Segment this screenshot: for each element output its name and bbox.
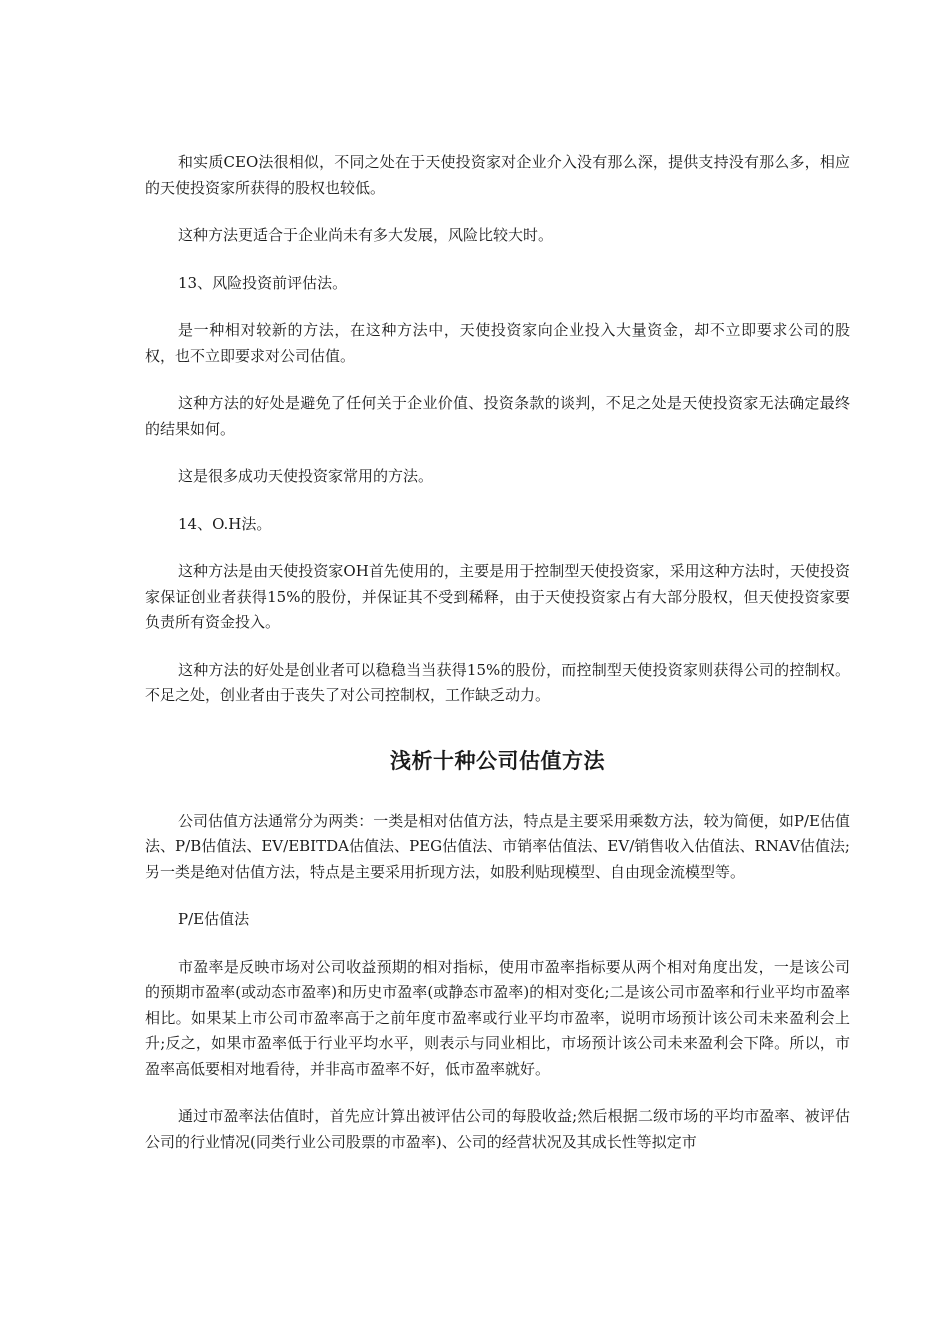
paragraph: 通过市盈率法估值时，首先应计算出被评估公司的每股收益;然后根据二级市场的平均市盈率、被评估公司的行业情况(同类行业公司股票的市盈率)、公司的经营状况及其成长性等拟定市 [145, 1107, 850, 1151]
paragraph: 这种方法是由天使投资家OH首先使用的，主要是用于控制型天使投资家，采用这种方法时，天使投资家保证创业者获得15%的股份，并保证其不受到稀释，由于天使投资家占有大部分股权，但天使投资家要负责所有资金投入。 [145, 562, 850, 631]
section-item-13: 13、风险投资前评估法。 [178, 273, 348, 292]
paragraph: 这种方法更适合于企业尚未有多大发展，风险比较大时。 [178, 226, 554, 244]
paragraph: 公司估值方法通常分为两类：一类是相对估值方法，特点是主要采用乘数方法，较为简便，如P/E估值法、P/B估值法、EV/EBITDA估值法、PEG估值法、市销率估值法、EV/销售收入估值法、RNAV估值法;另一类是绝对估值方法，特点是主要采用折现方法，如股利贴现模型、自由现金流模型等。 [145, 811, 850, 881]
article-heading: 浅析十种公司估值方法 [390, 748, 605, 773]
paragraph: 和实质CEO法很相似，不同之处在于天使投资家对企业介入没有那么深，提供支持没有那么多，相应的天使投资家所获得的股权也较低。 [145, 153, 850, 197]
paragraph: 这是很多成功天使投资家常用的方法。 [178, 467, 434, 485]
document-page [145, 150, 850, 1177]
paragraph: 是一种相对较新的方法，在这种方法中，天使投资家向企业投入大量资金，却不立即要求公司的股权，也不立即要求对公司估值。 [145, 321, 850, 365]
section-item-14: 14、O.H法。 [178, 514, 272, 533]
paragraph: 这种方法的好处是避免了任何关于企业价值、投资条款的谈判，不足之处是天使投资家无法确定最终的结果如何。 [145, 394, 850, 438]
paragraph: 市盈率是反映市场对公司收益预期的相对指标，使用市盈率指标要从两个相对角度出发，一是该公司的预期市盈率(或动态市盈率)和历史市盈率(或静态市盈率)的相对变化;二是该公司市盈率和行业平均市盈率相比。如果某上市公司市盈率高于之前年度市盈率或行业平均市盈率，说明市场预计该公司未来盈利会上升;反之，如果市盈率低于行业平均水平，则表示与同业相比，市场预计该公司未来盈利会下降。所以，市盈率高低要相对地看待，并非高市盈率不好，低市盈率就好。 [145, 957, 850, 1078]
subheading-pe: P/E估值法 [178, 910, 250, 928]
paragraph: 这种方法的好处是创业者可以稳稳当当获得15%的股份，而控制型天使投资家则获得公司的控制权。不足之处，创业者由于丧失了对公司控制权，工作缺乏动力。 [145, 660, 850, 704]
